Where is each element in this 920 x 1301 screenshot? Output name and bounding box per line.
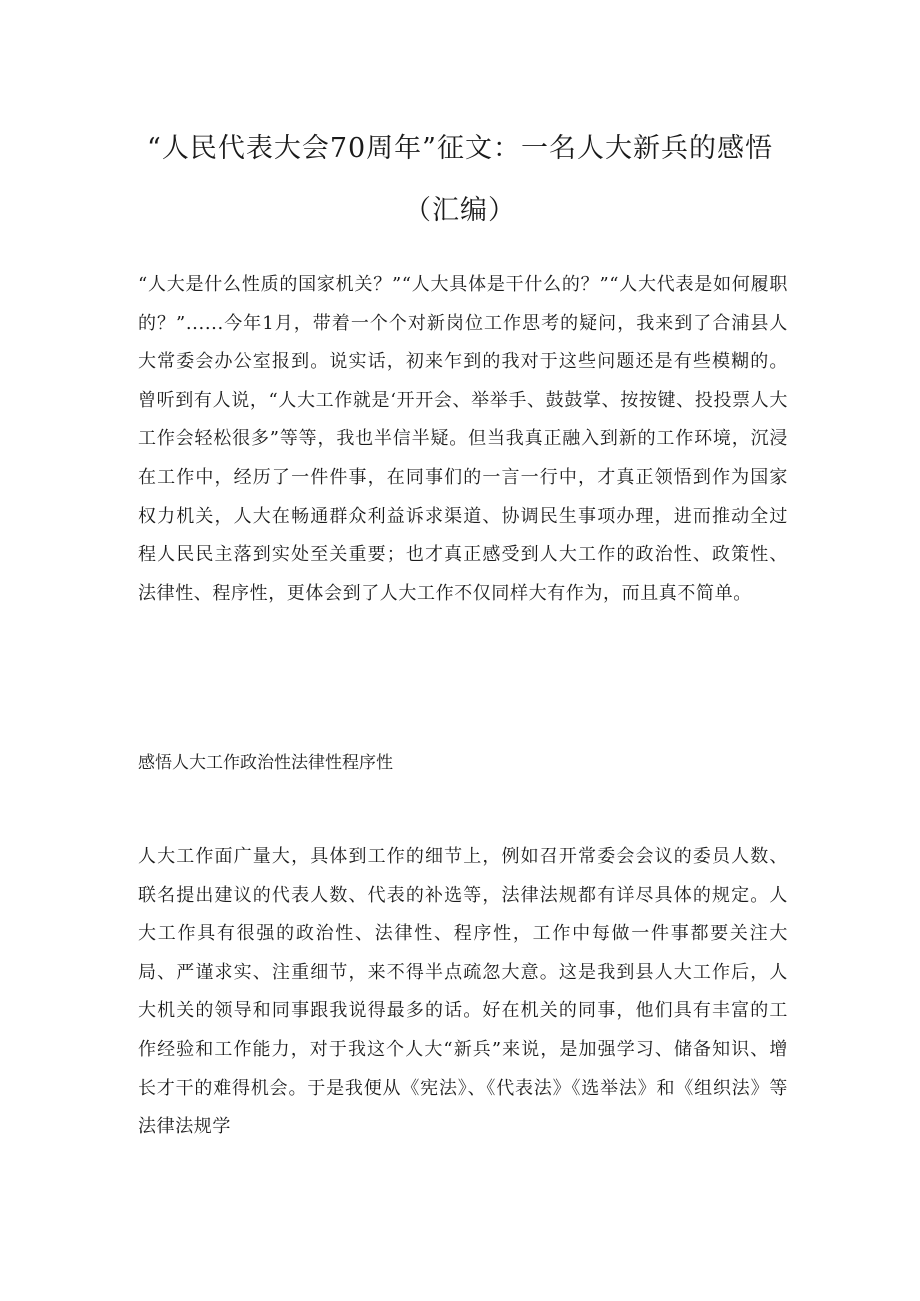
document-title: “人民代表大会70周年”征文：一名人大新兵的感悟（汇编） [147,133,773,226]
paragraph-body: 人大工作面广量大，具体到工作的细节上，例如召开常委会会议的委员人数、联名提出建议的代表人数、代表的补选等，法律法规都有详尽具体的规定。人大工作具有很强的政治性、法律性、程序性，工作中每做一件事都要关注大局、严谨求实、注重细节，来不得半点疏忽大意。这是我到县人大工作后，人大机关的领导和同事跟我说得最多的话。好在机关的同事，他们具有丰富的工作经验和工作能力，对于我这个人大“新兵”来说，是加强学习、储备知识、增长才干的难得机会。于是我便从《宪法》、《代表法》《选举法》和《组织法》等法律法规学 [138,846,788,1138]
paragraph-intro: “人大是什么性质的国家机关？”“人大具体是干什么的？”“人大代表是如何履职的？”......今年1月，带着一个个对新岗位工作思考的疑问，我来到了合浦县人大常委会办公室报到。说实话，初来乍到的我对于这些问题还是有些模糊的。曾听到有人说，“人大工作就是‘开开会、举举手、鼓鼓掌、按按键、投投票人大工作会轻松很多”等等，我也半信半疑。但当我真正融入到新的工作环境，沉浸在工作中，经历了一件件事，在同事们的一言一行中，才真正领悟到作为国家权力机关，人大在畅通群众利益诉求渠道、协调民生事项办理，进而推动全过程人民民主落到实处至关重要；也才真正感受到人大工作的政治性、政策性、法律性、程序性，更体会到了人大工作不仅同样大有作为，而且真不简单。 [138,274,788,604]
section-heading: 感悟人大工作政治性法律性程序性 [138,753,393,773]
